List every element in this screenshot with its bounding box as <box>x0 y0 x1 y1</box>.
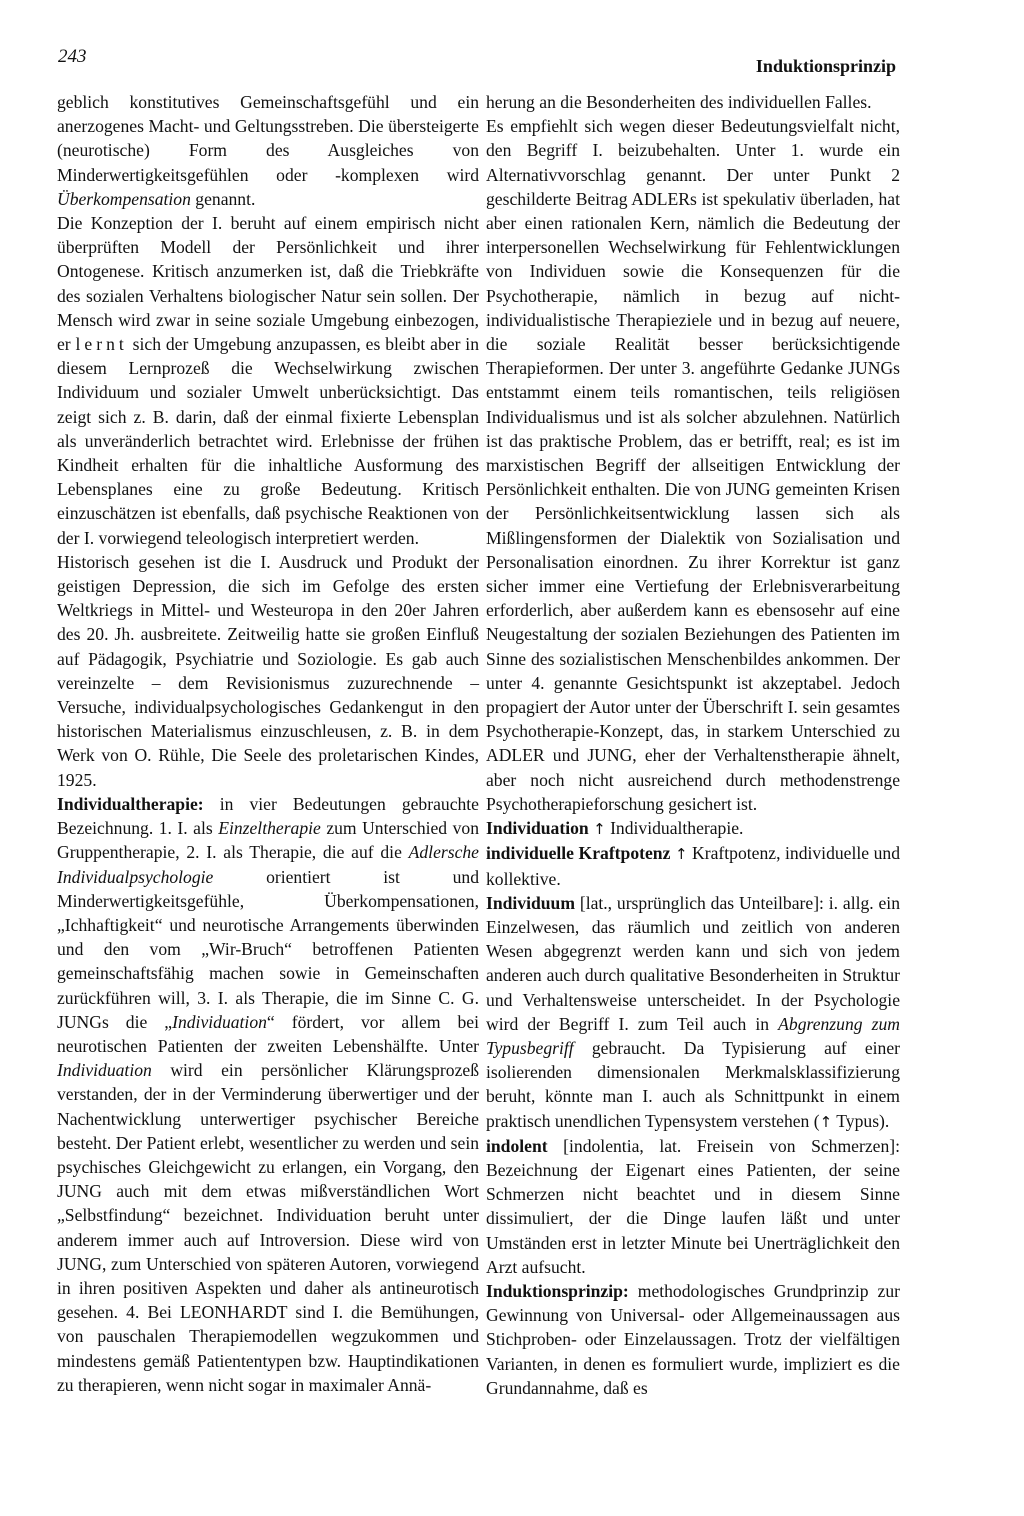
running-head: Induktionsprinzip <box>755 56 896 76</box>
page-number: 243 <box>58 46 87 67</box>
emphasis-spaced: lernt <box>75 334 128 355</box>
paragraph: Es empfiehlt sich wegen dieser Bedeutungsvielfalt nicht, den Begriff I. beizubehalten. Unter 1. wurde ein Alternativvorschlag genannt. Der unter Punkt 2 geschilderte Beitrag ADLERs ist spekulativ überladen, hat aber einen rationalen Kern, nämlich die Bedeutung der interpersonellen Wechselwirkung für Fehlentwicklungen von Individuen sowie die Konsequenzen für die Psychotherapie, nämlich in bezug auf nicht-individualistische Therapieziele und in bezug auf neuere, die soziale Realität besser berücksichtigende Therapieformen. Der unter 3. angeführte Gedanke JUNGs entstammt einem teils romantischen, teils religiösen Individualismus und ist als solcher abzulehnen. Natürlich ist das praktische Problem, das er betrifft, real; es ist im marxistischen Begriff der allseitigen Entwicklung der Persönlichkeit enthalten. Die von JUNG gemeinten Krisen der Persönlichkeitsentwicklung lassen sich als Mißlingensformen der Dialektik von Sozialisation und Personalisation einordnen. Zu ihrer Korrektur ist ganz sicher immer eine Vertiefung der Erlebnisverarbeitung erforderlich, aber außerdem kann es ebensosehr auf eine Neugestaltung der sozialen Beziehungen des Patienten im Sinne des sozialistischen Menschenbildes ankommen. Der unter 4. genannte Gesichtspunkt ist akzeptabel. Jedoch propagiert der Autor unter der Überschrift I. sein gesamtes Psychotherapie-Konzept, das, in starkem Unterschied zu ADLER und JUNG, eher der Verhaltenstherapie ähnelt, aber noch nicht ausreichend durch methodenstrenge Psychotherapieforschung gesichert ist. <box>486 116 900 814</box>
entry-term: Induktionsprinzip: <box>486 1280 629 1301</box>
paragraph: geblich konstitutives Gemeinschaftsgefühl und ein anerzogenes Macht- und Geltungsstreben. Die übersteigerte (neurotische) Form des Ausgleiches von Minderwertigkeitsgefühlen oder -komplexen wird Überkompensation genannt. <box>57 92 479 209</box>
entry-individuation: Individuation ↑ Individualtherapie. <box>486 818 744 839</box>
entry-individualtherapie: Individualtherapie: in vier Bedeutungen gebrauchte Bezeichnung. 1. I. als Einzeltherapie zum Unterschied von Gruppentherapie, 2. I. als Therapie, die auf die Adlersche Individualpsychologie orientiert ist und Minderwertigkeitsgefühle, Überkompensationen, „Ichhaftigkeit“ und neurotische Arrangements überwinden und den vom „Wir-Bruch“ betroffenen Patienten gemeinschaftsfähig machen sowie in Gemeinschaften zurückführen will, 3. I. als Therapie, die im Sinne C. G. JUNGs die „Individuation“ fördert, vor allem bei neurotischen Patienten der zweiten Lebenshälfte. Unter Individuation wird ein persönlicher Klärungsprozeß verstanden, der in der Verminderung überwertiger und der Nachentwicklung unterwertiger psychischer Bereiche besteht. Der Patient erlebt, wesentlicher zu werden und sein psychisches Gleichgewicht zu erlangen, ein Vorgang, den JUNG auch mit dem etwas mißverständlichen Wort „Selbstfindung“ bezeichnet. Individuation beruht unter anderem immer auch auf Introversion. Diese wird von JUNG, zum Unterschied von späteren Autoren, vorwiegend in ihren positiven Aspekten und daher als antineurotisch gesehen. 4. Bei LEONHARDT sind I. die Bemühungen, von pauschalen Therapiemodellen wegzukommen und mindestens gemäß Patiententypen bzw. Hauptindikationen zu therapieren, wenn nicht sogar in maximaler Annä- <box>57 793 479 1395</box>
entry-individuelle-kraftpotenz: individuelle Kraftpotenz ↑ Kraftpotenz, individuelle und kollektive. <box>486 843 900 889</box>
entry-term: indolent <box>486 1135 548 1156</box>
entry-indolent: indolent [indolentia, lat. Freisein von Schmerzen]: Bezeichnung der Eigenart eines Patienten, der seine Schmerzen nicht beachtet und in diesem Sinne dissimuliert, der die Dinge laufen läßt und unter Umständen erst in letzter Minute bei Unerträglichkeit den Arzt aufsucht. <box>486 1135 900 1277</box>
right-column <box>486 90 900 1400</box>
entry-term: Individuum <box>486 892 575 913</box>
entry-individuum: Individuum [lat., ursprünglich das Unteilbare]: i. allg. ein Einzelwesen, das räumlich und zeitlich von anderen Wesen abgegrenzt werden kann und sich von jedem anderen auch durch qualitative Besonderheiten in Struktur und Verhaltensweise unterscheidet. In der Psychologie wird der Begriff I. zum Teil auch in Abgrenzung zum Typusbegriff gebraucht. Da Typisierung auf einer isolierenden dimensionalen Merkmalsklassifizierung beruht, könnte man I. auch als Schnittpunkt in einem praktisch unendlichen Typensystem verstehen (↑ Typus). <box>486 892 900 1131</box>
cross-reference-arrow-icon: ↑ <box>674 845 688 864</box>
left-column <box>57 90 479 1397</box>
entry-induktionsprinzip: Induktionsprinzip: methodologisches Grundprinzip zur Gewinnung von Universal- oder Allgemeinaussagen aus Stichproben- oder Einzelaussagen. Trotz der vielfältigen Varianten, in denen es formuliert wurde, impliziert es die Grundannahme, daß es <box>486 1280 900 1398</box>
cross-reference-arrow-icon: ↑ <box>593 820 606 839</box>
paragraph: Die Konzeption der I. beruht auf einem empirisch nicht überprüften Modell der Persönlichkeit und ihrer Ontogenese. Kritisch anzumerken ist, daß die Triebkräfte des sozialen Verhaltens biologischer Natur sein sollen. Der Mensch wird zwar in seine soziale Umgebung einbezogen, er lernt sich der Umgebung anzupassen, es bleibt aber in diesem Lernprozeß die Wechselwirkung zwischen Individuum und sozialer Umwelt unberücksichtigt. Das zeigt sich z. B. darin, daß der einmal fixierte Lebensplan als unveränderlich betrachtet wird. Erlebnisse der frühen Kindheit erhalten für die inhaltliche Ausformung des Lebensplanes eine zu große Bedeutung. Kritisch einzuschätzen ist ebenfalls, daß psychische Reaktionen von der I. vorwiegend teleologisch interpretiert werden. <box>57 213 479 548</box>
paragraph: herung an die Besonderheiten des individuellen Falles. <box>486 92 872 112</box>
entry-term: Individuation <box>486 818 589 839</box>
entry-term: Individualtherapie: <box>57 793 204 814</box>
entry-term: individuelle Kraftpotenz <box>486 843 671 864</box>
emphasis: Überkompensation <box>57 188 191 209</box>
paragraph: Historisch gesehen ist die I. Ausdruck und Produkt der geistigen Depression, die sich im Gefolge des ersten Weltkriegs in Mittel- und Westeuropa in den 20er Jahren des 20. Jh. ausbreitete. Zeitweilig hatte sie großen Einfluß auf Pädagogik, Psychiatrie und Soziologie. Es gab auch vereinzelte – dem Revisionismus zuzurechnende – Versuche, individualpsychologisches Gedankengut in den historischen Materialismus einzuschleusen, z. B. in dem Werk von O. Rühle, Die Seele des proletarischen Kindes, 1925. <box>57 551 479 790</box>
cross-reference-arrow-icon: ↑ <box>819 1112 833 1131</box>
